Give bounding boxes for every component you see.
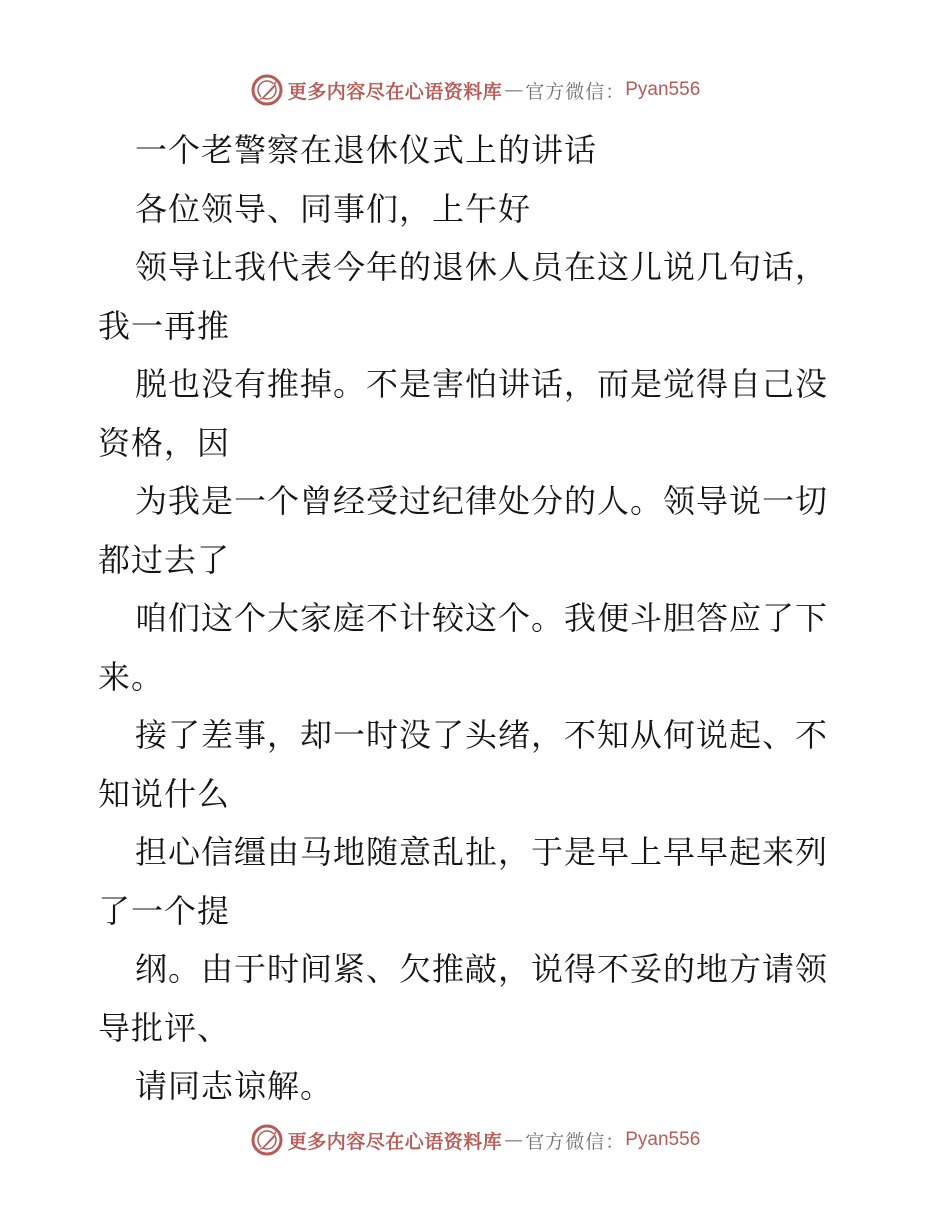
document-body xyxy=(98,121,858,1116)
footer-banner xyxy=(0,1120,950,1160)
paragraph-line: 领导让我代表今年的退休人员在这儿说几句话， xyxy=(135,248,829,286)
paragraph-line: 请同志谅解。 xyxy=(135,1067,334,1105)
banner-wechat-id: Pyan556 xyxy=(625,1129,701,1150)
document-title: 一个老警察在退休仪式上的讲话 xyxy=(135,131,598,169)
paragraph-line: 纲。由于时间紧、欠推敲，说得不妥的地方请领 xyxy=(135,950,829,988)
banner-site-name: 更多内容尽在心语资料库 xyxy=(287,1130,503,1153)
banner-wechat-label: 官方微信： xyxy=(525,1130,626,1153)
paragraph-line: 为我是一个曾经受过纪律处分的人。领导说一切 xyxy=(135,482,829,520)
paragraph-line: 咱们这个大家庭不计较这个。我便斗胆答应了下 xyxy=(135,599,829,637)
paragraph-line: 担心信缰由马地随意乱扯，于是早上早早起来列 xyxy=(135,833,829,871)
banner-dash: — xyxy=(504,79,524,101)
banner-dash: — xyxy=(504,1129,524,1151)
salutation: 各位领导、同事们，上午好 xyxy=(135,189,532,228)
paragraph-line: 都过去了 xyxy=(98,540,231,579)
quill-pen-logo-icon xyxy=(250,73,284,107)
paragraph-line: 接了差事，却一时没了头绪，不知从何说起、不 xyxy=(135,716,829,754)
paragraph-line: 资格，因 xyxy=(98,423,231,462)
paragraph-line: 来。 xyxy=(98,657,165,696)
header-banner xyxy=(0,70,950,110)
banner-wechat-label: 官方微信： xyxy=(525,80,626,103)
paragraph-line: 知说什么 xyxy=(98,774,231,813)
paragraph-line: 脱也没有推掉。不是害怕讲话，而是觉得自己没 xyxy=(135,365,829,403)
banner-wechat-id: Pyan556 xyxy=(625,79,701,100)
paragraph-line: 了一个提 xyxy=(98,891,231,930)
quill-pen-logo-icon xyxy=(250,1123,284,1157)
banner-site-name: 更多内容尽在心语资料库 xyxy=(287,80,503,103)
paragraph-line: 导批评、 xyxy=(98,1008,231,1047)
paragraph-line: 我一再推 xyxy=(98,306,231,345)
